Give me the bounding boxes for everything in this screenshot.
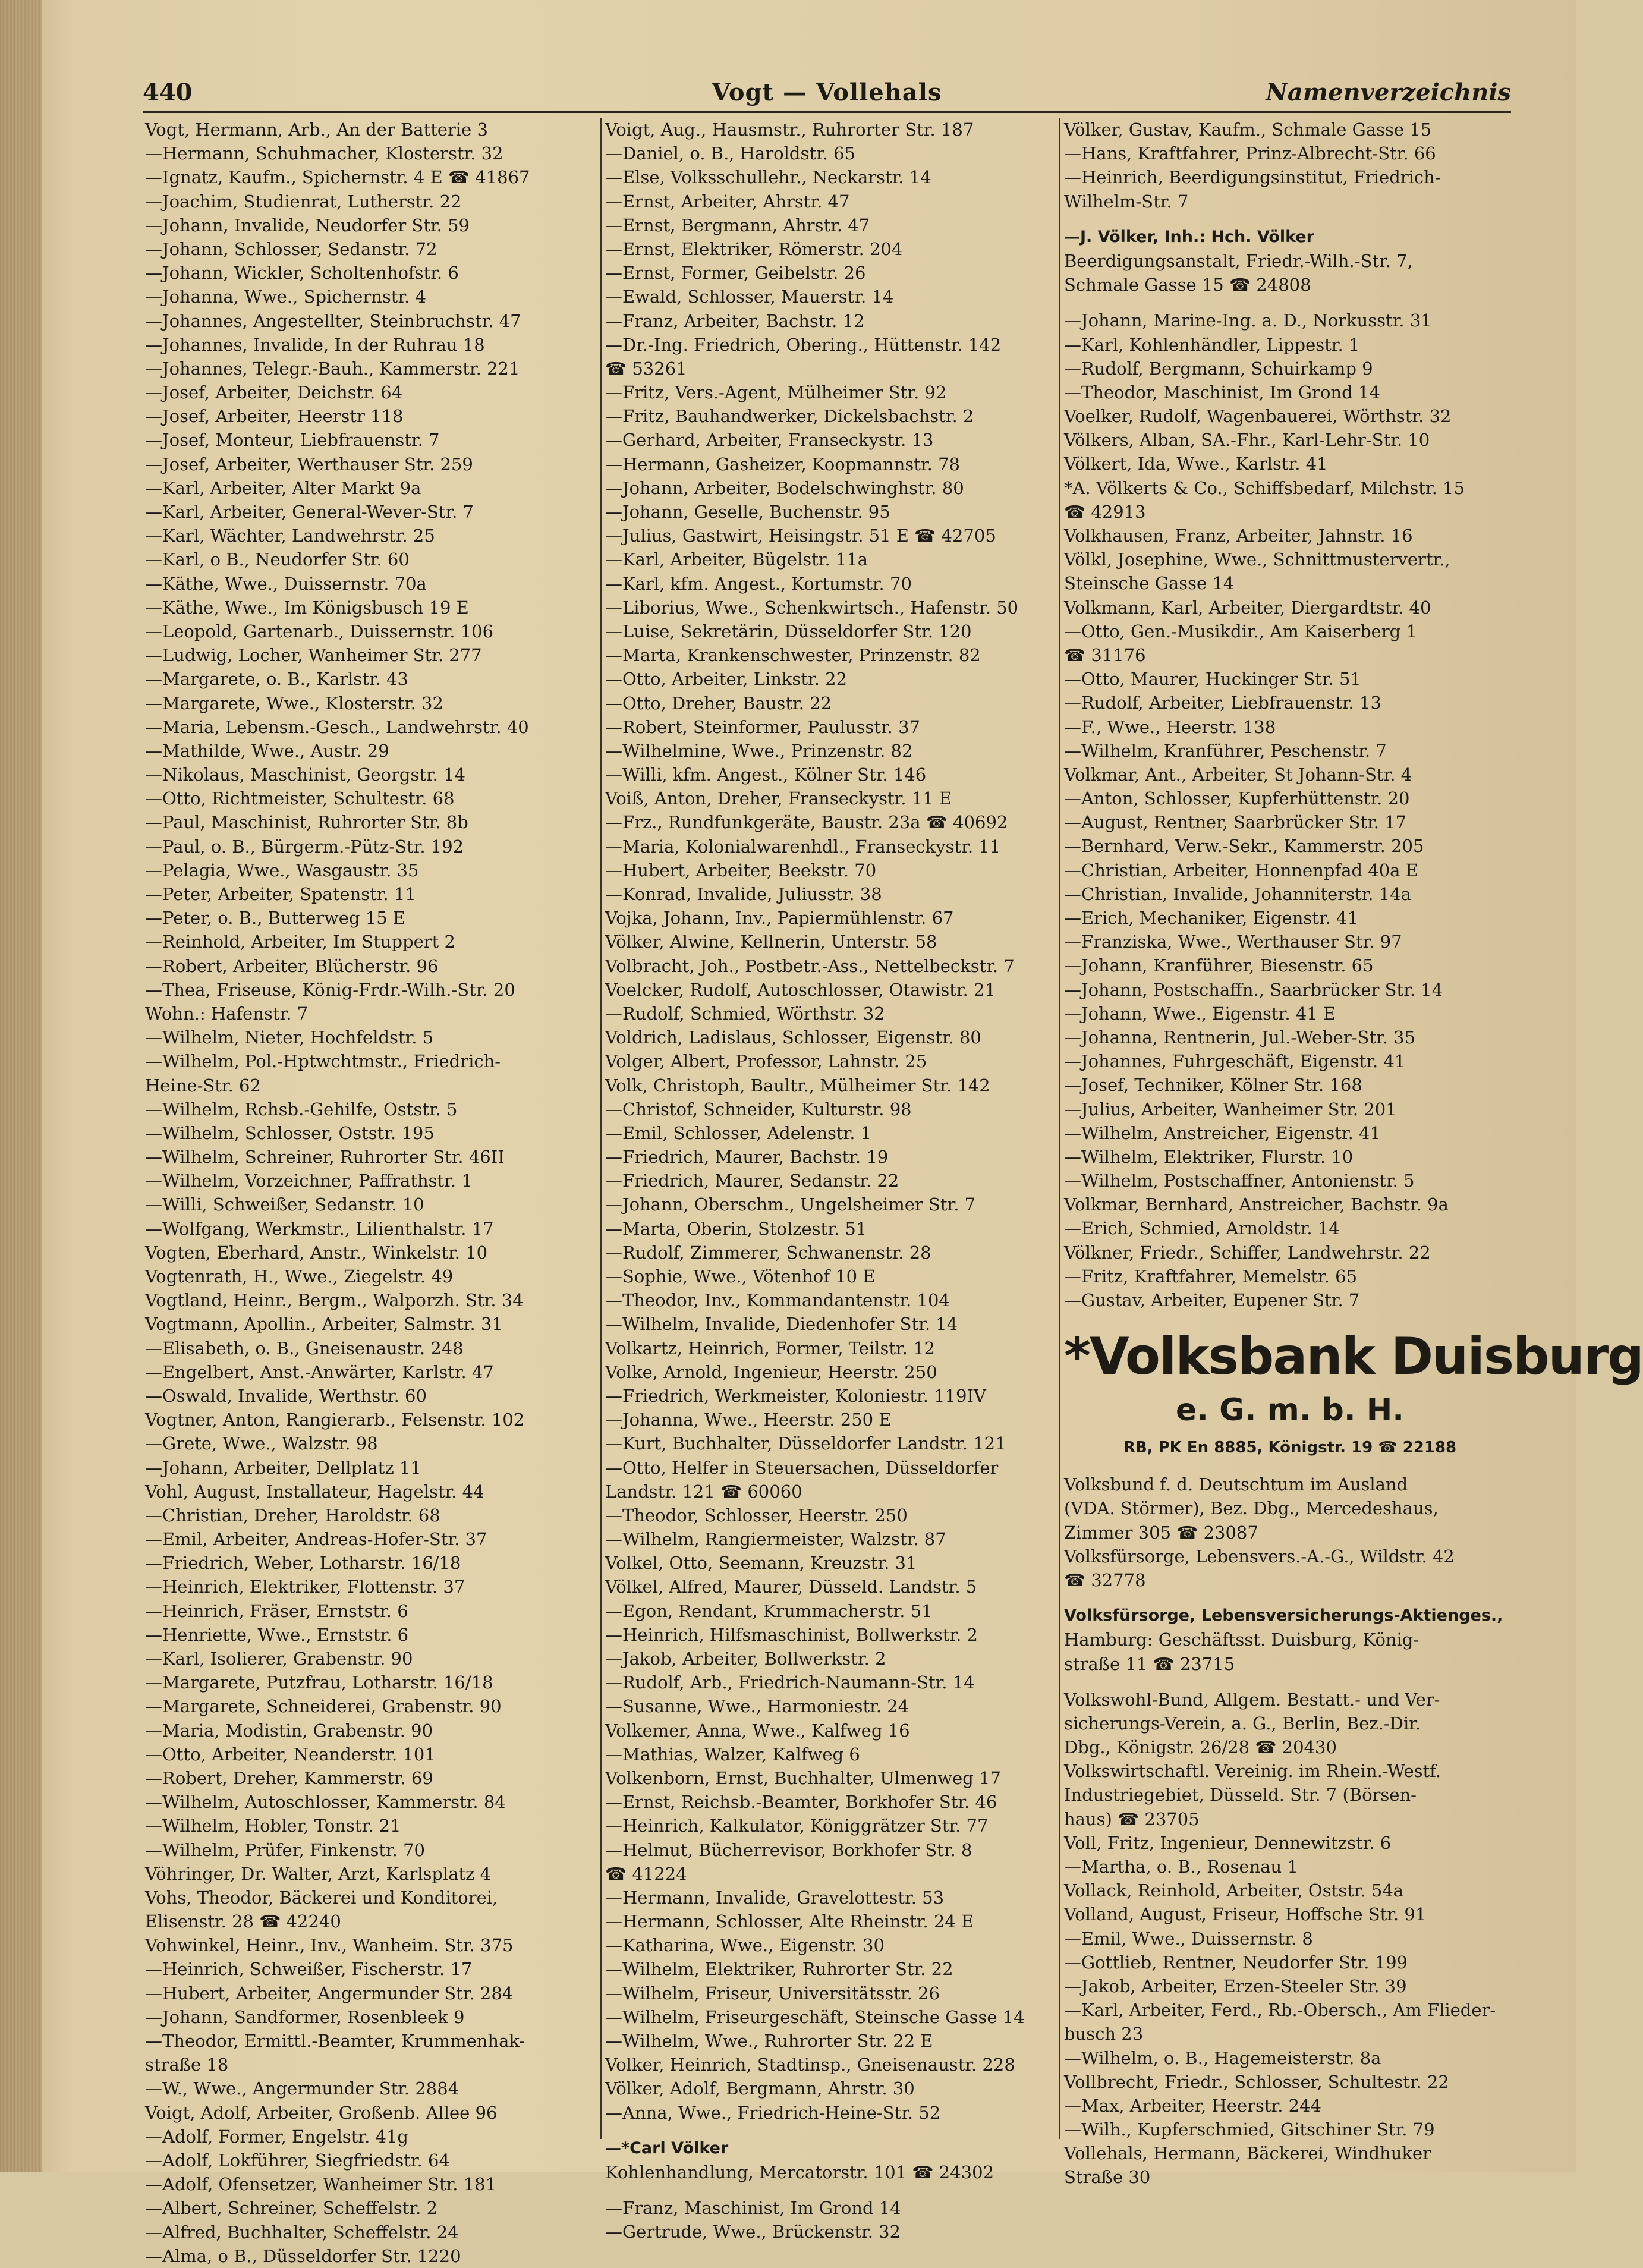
directory-entry: —Wilhelm, Postschaffner, Antonienstr. 5 xyxy=(1064,1171,1415,1191)
directory-entry: sicherungs-Verein, a. G., Berlin, Bez.-Dir. xyxy=(1064,1713,1421,1734)
directory-entry: —Wilhelm, Pol.-Hptwchtmstr., Friedrich- xyxy=(145,1051,501,1072)
directory-entry: Industriegebiet, Düsseld. Str. 7 (Börsen- xyxy=(1064,1785,1417,1805)
directory-entry: —Karl, Arbeiter, Alter Markt 9a xyxy=(145,477,421,498)
directory-entry: —Karl, Arbeiter, Ferd., Rb.-Obersch., Am Flieder- xyxy=(1064,2000,1496,2021)
directory-entry: —Otto, Maurer, Huckinger Str. 51 xyxy=(1064,669,1361,690)
directory-entry: —Otto, Richtmeister, Schultestr. 68 xyxy=(145,788,455,809)
directory-entry: —Peter, o. B., Butterweg 15 E xyxy=(145,908,406,929)
firm-entry-name: Volksfürsorge, Lebensversicherungs-Aktienges., xyxy=(1064,1606,1503,1625)
directory-entry: —Karl, Wächter, Landwehrstr. 25 xyxy=(145,526,435,546)
page-number: 440 xyxy=(143,78,193,106)
directory-entry: —Elisabeth, o. B., Gneisenaustr. 248 xyxy=(145,1338,464,1358)
directory-entry: —Daniel, o. B., Haroldstr. 65 xyxy=(605,143,856,164)
directory-entry: —Marta, Krankenschwester, Prinzenstr. 82 xyxy=(605,645,981,666)
directory-entry: —Franz, Maschinist, Im Grond 14 xyxy=(605,2198,901,2219)
directory-entry: —Wilhelm, Rangiermeister, Walzstr. 87 xyxy=(605,1529,946,1550)
directory-entry: Völker, Alwine, Kellnerin, Unterstr. 58 xyxy=(605,932,937,952)
directory-entry: —Christian, Arbeiter, Honnenpfad 40a E xyxy=(1064,860,1418,880)
directory-entry: —Nikolaus, Maschinist, Georgstr. 14 xyxy=(145,765,465,785)
directory-entry: —Wilhelm, Friseurgeschäft, Steinsche Gasse 14 xyxy=(605,2006,1025,2027)
directory-entry: —Christof, Schneider, Kulturstr. 98 xyxy=(605,1099,912,1119)
directory-entry: —Wilhelm, Prüfer, Finkenstr. 70 xyxy=(145,1839,425,1860)
directory-entry: —Katharina, Wwe., Eigenstr. 30 xyxy=(605,1935,885,1956)
directory-entry: —Margarete, Wwe., Klosterstr. 32 xyxy=(145,693,443,713)
directory-entry: —Wilhelm, Nieter, Hochfeldstr. 5 xyxy=(145,1027,434,1048)
directory-entry: —Margarete, Putzfrau, Lotharstr. 16/18 xyxy=(145,1672,493,1693)
directory-entry: —Robert, Dreher, Kammerstr. 69 xyxy=(145,1767,433,1788)
directory-entry: Heine-Str. 62 xyxy=(145,1075,261,1096)
directory-entry: —Julius, Gastwirt, Heisingstr. 51 E ☎ 42705 xyxy=(605,526,996,546)
directory-entry: Vohwinkel, Heinr., Inv., Wanheim. Str. 375 xyxy=(145,1935,514,1956)
directory-entry: Vogtenrath, H., Wwe., Ziegelstr. 49 xyxy=(145,1266,454,1286)
page-title: Vogt — Vollehals xyxy=(712,78,942,106)
directory-entry: —Kurt, Buchhalter, Düsseldorfer Landstr. 121 xyxy=(605,1433,1006,1454)
directory-entry: —Hermann, Schlosser, Alte Rheinstr. 24 E xyxy=(605,1911,974,1932)
firm-entry-detail: Hamburg: Geschäftsst. Duisburg, König- xyxy=(1064,1630,1419,1650)
directory-entry: Vojka, Johann, Inv., Papiermühlenstr. 67 xyxy=(605,908,954,929)
directory-entry: Volland, August, Friseur, Hoffsche Str. 91 xyxy=(1064,1904,1427,1925)
directory-entry: —Leopold, Gartenarb., Duissernstr. 106 xyxy=(145,621,494,641)
directory-entry: —Anton, Schlosser, Kupferhüttenstr. 20 xyxy=(1064,788,1410,809)
directory-entry: —Hermann, Gasheizer, Koopmannstr. 78 xyxy=(605,454,960,474)
directory-entry: —Josef, Techniker, Kölner Str. 168 xyxy=(1064,1075,1362,1096)
directory-entry: —Engelbert, Anst.-Anwärter, Karlstr. 47 xyxy=(145,1361,494,1382)
directory-entry: ☎ 42913 xyxy=(1064,501,1146,522)
directory-entry: —Anna, Wwe., Friedrich-Heine-Str. 52 xyxy=(605,2102,941,2123)
directory-entry: —Else, Volksschullehr., Neckarstr. 14 xyxy=(605,167,931,188)
directory-entry: —Mathilde, Wwe., Austr. 29 xyxy=(145,740,389,761)
header-rule xyxy=(143,111,1511,113)
directory-entry: —Mathias, Walzer, Kalfweg 6 xyxy=(605,1744,860,1764)
directory-entry: —Christian, Invalide, Johanniterstr. 14a xyxy=(1064,883,1411,904)
directory-entry: —Franz, Arbeiter, Bachstr. 12 xyxy=(605,310,865,331)
directory-entry: Volkswohl-Bund, Allgem. Bestatt.- und Ver- xyxy=(1064,1689,1440,1710)
directory-entry: —Johann, Kranführer, Biesenstr. 65 xyxy=(1064,955,1374,976)
directory-entry: —Wilhelm, Wwe., Ruhrorter Str. 22 E xyxy=(605,2031,933,2051)
directory-entry: —Julius, Arbeiter, Wanheimer Str. 201 xyxy=(1064,1099,1397,1119)
directory-entry: Volkhausen, Franz, Arbeiter, Jahnstr. 16 xyxy=(1064,526,1413,546)
directory-entry: Vogtland, Heinr., Bergm., Walporzh. Str. 34 xyxy=(145,1290,524,1311)
directory-entry: —W., Wwe., Angermunder Str. 2884 xyxy=(145,2078,459,2099)
section-title: Namenverzeichnis xyxy=(1266,78,1511,106)
directory-entry: —Ernst, Reichsb.-Beamter, Borkhofer Str. 46 xyxy=(605,1792,997,1813)
directory-entry: —Friedrich, Maurer, Bachstr. 19 xyxy=(605,1147,889,1168)
directory-entry: —Wilhelm, Anstreicher, Eigenstr. 41 xyxy=(1064,1122,1381,1143)
directory-entry: —Heinrich, Beerdigungsinstitut, Friedrich- xyxy=(1064,167,1441,188)
directory-entry: —Luise, Sekretärin, Düsseldorfer Str. 120 xyxy=(605,621,972,641)
directory-entry: —August, Rentner, Saarbrücker Str. 17 xyxy=(1064,812,1407,833)
directory-entry: —Hubert, Arbeiter, Angermunder Str. 284 xyxy=(145,1983,514,2003)
directory-entry: —F., Wwe., Heerstr. 138 xyxy=(1064,716,1276,737)
directory-entry: —Maria, Modistin, Grabenstr. 90 xyxy=(145,1720,433,1741)
directory-entry: —Helmut, Bücherrevisor, Borkhofer Str. 8 xyxy=(605,1839,972,1860)
directory-entry: —Johann, Arbeiter, Bodelschwinghstr. 80 xyxy=(605,477,964,498)
directory-entry: —Johann, Marine-Ing. a. D., Norkusstr. 31 xyxy=(1064,310,1432,331)
directory-entry: Voll, Fritz, Ingenieur, Dennewitzstr. 6 xyxy=(1064,1832,1392,1853)
directory-entry: —Karl, Arbeiter, Bügelstr. 11a xyxy=(605,549,868,570)
directory-entry: ☎ 41224 xyxy=(605,1863,687,1884)
directory-entry: —Johann, Oberschm., Ungelsheimer Str. 7 xyxy=(605,1194,976,1215)
directory-entry: Völkers, Alban, SA.-Fhr., Karl-Lehr-Str. 10 xyxy=(1064,430,1430,451)
directory-entry: —Erich, Mechaniker, Eigenstr. 41 xyxy=(1064,908,1358,928)
firm-entry-detail: straße 11 ☎ 23715 xyxy=(1064,1653,1235,1674)
directory-entry: —Egon, Rendant, Krummacherstr. 51 xyxy=(605,1600,933,1621)
directory-entry: straße 18 xyxy=(145,2055,229,2075)
directory-entry: —Liborius, Wwe., Schenkwirtsch., Hafenstr. 50 xyxy=(605,597,1019,618)
directory-entry: —Joachim, Studienrat, Lutherstr. 22 xyxy=(145,191,462,212)
directory-entry: —Käthe, Wwe., Im Königsbusch 19 E xyxy=(145,597,469,618)
directory-entry: Elisenstr. 28 ☎ 42240 xyxy=(145,1911,341,1932)
directory-entry: —Rudolf, Schmied, Wörthstr. 32 xyxy=(605,1003,885,1024)
directory-entry: —Karl, kfm. Angest., Kortumstr. 70 xyxy=(605,573,912,594)
directory-entry: —Rudolf, Arb., Friedrich-Naumann-Str. 14 xyxy=(605,1672,975,1693)
directory-entry: —Wilhelm, Schreiner, Ruhrorter Str. 46II xyxy=(145,1147,505,1168)
directory-entry: Volker, Heinrich, Stadtinsp., Gneisenaustr. 228 xyxy=(605,2055,1015,2075)
directory-entry: —Theodor, Inv., Kommandantenstr. 104 xyxy=(605,1290,950,1311)
directory-entry: —Johanna, Rentnerin, Jul.-Weber-Str. 35 xyxy=(1064,1027,1416,1048)
directory-entry: —Johannes, Invalide, In der Ruhrau 18 xyxy=(145,334,485,355)
directory-entry: —Frz., Rundfunkgeräte, Baustr. 23a ☎ 40692 xyxy=(605,812,1008,833)
directory-entry: —Karl, Isolierer, Grabenstr. 90 xyxy=(145,1649,413,1669)
directory-entry: —Karl, Arbeiter, General-Wever-Str. 7 xyxy=(145,502,474,522)
directory-entry: —Johanna, Wwe., Heerstr. 250 E xyxy=(605,1410,892,1430)
directory-entry: Völkl, Josephine, Wwe., Schnittmustervertr., xyxy=(1064,549,1450,570)
directory-entry: —Otto, Arbeiter, Neanderstr. 101 xyxy=(145,1744,436,1764)
directory-entry: —Karl, o B., Neudorfer Str. 60 xyxy=(145,549,410,570)
firm-entry-detail: Kohlenhandlung, Mercatorstr. 101 ☎ 24302 xyxy=(605,2162,994,2182)
directory-entry: —Friedrich, Maurer, Sedanstr. 22 xyxy=(605,1171,899,1191)
directory-entry: —Rudolf, Bergmann, Schuirkamp 9 xyxy=(1064,358,1373,379)
directory-entry: —Johann, Sandformer, Rosenbleek 9 xyxy=(145,2006,465,2027)
directory-entry: —Gerhard, Arbeiter, Franseckystr. 13 xyxy=(605,430,934,451)
directory-entry: —Rudolf, Zimmerer, Schwanenstr. 28 xyxy=(605,1242,931,1263)
directory-entry: —Wilhelm, Invalide, Diedenhofer Str. 14 xyxy=(605,1314,958,1335)
column-divider xyxy=(1059,118,1060,2139)
directory-entry: —Peter, Arbeiter, Spatenstr. 11 xyxy=(145,884,416,904)
directory-entry: Volger, Albert, Professor, Lahnstr. 25 xyxy=(605,1051,927,1072)
directory-entry: —Otto, Dreher, Baustr. 22 xyxy=(605,693,832,713)
directory-entry: —Pelagia, Wwe., Wasgaustr. 35 xyxy=(145,860,419,880)
column-divider xyxy=(600,118,602,2139)
directory-entry: —Johann, Wickler, Scholtenhofstr. 6 xyxy=(145,263,459,284)
directory-entry: —Wilhelm, Hobler, Tonstr. 21 xyxy=(145,1816,401,1836)
directory-entry: Voelcker, Rudolf, Autoschlosser, Otawistr. 21 xyxy=(605,979,996,1000)
directory-entry: —Friedrich, Weber, Lotharstr. 16/18 xyxy=(145,1553,461,1574)
directory-entry: Volkenborn, Ernst, Buchhalter, Ulmenweg 17 xyxy=(605,1767,1001,1788)
directory-entry: —Alfred, Buchhalter, Scheffelstr. 24 xyxy=(145,2222,459,2242)
directory-entry: —Gertrude, Wwe., Brückenstr. 32 xyxy=(605,2222,901,2242)
directory-entry: —Hermann, Invalide, Gravelottestr. 53 xyxy=(605,1887,945,1908)
directory-entry: —Wilhelm, Friseur, Universitätsstr. 26 xyxy=(605,1983,940,2003)
ad-legal-form: e. G. m. b. H. xyxy=(1175,1392,1405,1429)
directory-entry: (VDA. Störmer), Bez. Dbg., Mercedeshaus, xyxy=(1064,1498,1439,1519)
directory-entry: —Johanna, Wwe., Spichernstr. 4 xyxy=(145,287,427,307)
directory-entry: —Heinrich, Hilfsmaschinist, Bollwerkstr. 2 xyxy=(605,1624,978,1645)
directory-entry: Volksfürsorge, Lebensvers.-A.-G., Wildstr. 42 xyxy=(1064,1546,1455,1566)
directory-entry: haus) ☎ 23705 xyxy=(1064,1808,1200,1829)
directory-entry: Vogtner, Anton, Rangierarb., Felsenstr. 102 xyxy=(145,1410,525,1430)
directory-entry: —Franziska, Wwe., Werthauser Str. 97 xyxy=(1064,932,1402,952)
directory-entry: —Josef, Arbeiter, Heerstr 118 xyxy=(145,406,404,427)
directory-entry: —Konrad, Invalide, Juliusstr. 38 xyxy=(605,884,882,904)
directory-entry: —Marta, Oberin, Stolzestr. 51 xyxy=(605,1218,867,1239)
directory-entry: Völkner, Friedr., Schiffer, Landwehrstr. 22 xyxy=(1064,1242,1431,1263)
directory-entry: —Fritz, Vers.-Agent, Mülheimer Str. 92 xyxy=(605,382,947,403)
firm-entry-detail: Beerdigungsanstalt, Friedr.-Wilh.-Str. 7, xyxy=(1064,250,1413,271)
directory-entry: —Dr.-Ing. Friedrich, Obering., Hüttenstr. 142 xyxy=(605,334,1002,355)
directory-entry: Voiß, Anton, Dreher, Franseckystr. 11 E xyxy=(605,788,952,809)
directory-entry: —Margarete, o. B., Karlstr. 43 xyxy=(145,669,408,690)
column-1 xyxy=(145,118,597,2268)
directory-entry: Völker, Gustav, Kaufm., Schmale Gasse 15 xyxy=(1064,119,1432,140)
directory-entry: Völker, Adolf, Bergmann, Ahrstr. 30 xyxy=(605,2078,915,2099)
directory-entry: Voldrich, Ladislaus, Schlosser, Eigenstr. 80 xyxy=(605,1027,981,1048)
directory-entry: —Gustav, Arbeiter, Eupener Str. 7 xyxy=(1064,1290,1360,1310)
directory-entry: Volbracht, Joh., Postbetr.-Ass., Nettelbeckstr. 7 xyxy=(605,955,1015,976)
directory-entry: —Johann, Postschaffn., Saarbrücker Str. 14 xyxy=(1064,979,1443,1000)
directory-entry: —Oswald, Invalide, Werthstr. 60 xyxy=(145,1385,427,1406)
directory-entry: Volkartz, Heinrich, Former, Teilstr. 12 xyxy=(605,1338,935,1358)
directory-entry: Volkswirtschaftl. Vereinig. im Rhein.-Westf. xyxy=(1064,1761,1441,1782)
directory-entry: Vohl, August, Installateur, Hagelstr. 44 xyxy=(145,1481,484,1502)
directory-entry: —Christian, Dreher, Haroldstr. 68 xyxy=(145,1505,440,1525)
directory-entry: Dbg., Königstr. 26/28 ☎ 20430 xyxy=(1064,1737,1337,1758)
directory-entry: —Wilhelm, o. B., Hagemeisterstr. 8a xyxy=(1064,2047,1381,2068)
directory-entry: busch 23 xyxy=(1064,2024,1144,2044)
directory-entry: —Wilhelm, Kranführer, Peschenstr. 7 xyxy=(1064,740,1387,761)
directory-entry: —Adolf, Lokführer, Siegfriedstr. 64 xyxy=(145,2150,450,2171)
directory-entry: —Bernhard, Verw.-Sekr., Kammerstr. 205 xyxy=(1064,836,1424,857)
directory-entry: —Heinrich, Fräser, Ernststr. 6 xyxy=(145,1600,408,1621)
directory-entry: —Albert, Schreiner, Scheffelstr. 2 xyxy=(145,2198,438,2219)
directory-entry: —Josef, Monteur, Liebfrauenstr. 7 xyxy=(145,430,440,451)
directory-entry: —Emil, Schlosser, Adelenstr. 1 xyxy=(605,1122,872,1143)
directory-entry: —Johann, Wwe., Eigenstr. 41 E xyxy=(1064,1003,1336,1024)
directory-entry: —Wilhelm, Elektriker, Ruhrorter Str. 22 xyxy=(605,1959,953,1980)
directory-entry: —Paul, Maschinist, Ruhrorter Str. 8b xyxy=(145,812,468,833)
directory-entry: —Hubert, Arbeiter, Beekstr. 70 xyxy=(605,860,877,880)
directory-entry: Volkmar, Bernhard, Anstreicher, Bachstr. 9a xyxy=(1064,1194,1449,1215)
directory-entry: —Henriette, Wwe., Ernststr. 6 xyxy=(145,1624,409,1645)
directory-entry: —Otto, Helfer in Steuersachen, Düsseldorfer xyxy=(605,1457,999,1478)
directory-entry: Vöhringer, Dr. Walter, Arzt, Karlsplatz 4 xyxy=(145,1863,492,1884)
directory-entry: —Maria, Kolonialwarenhdl., Franseckystr. 11 xyxy=(605,836,1001,857)
directory-entry: —Emil, Wwe., Duissernstr. 8 xyxy=(1064,1928,1313,1949)
directory-entry: Volkmar, Ant., Arbeiter, St Johann-Str. 4 xyxy=(1064,764,1412,785)
directory-entry: —Grete, Wwe., Walzstr. 98 xyxy=(145,1433,378,1454)
directory-entry: —Heinrich, Kalkulator, Königgrätzer Str. 77 xyxy=(605,1816,989,1836)
directory-entry: —Theodor, Schlosser, Heerstr. 250 xyxy=(605,1505,908,1525)
advertisement xyxy=(1064,1324,1643,1461)
directory-entry: Wohn.: Hafenstr. 7 xyxy=(145,1003,309,1024)
directory-entry: Völkel, Alfred, Maurer, Düsseld. Landstr. 5 xyxy=(605,1577,977,1597)
directory-entry: —Wilhelm, Vorzeichner, Paffrathstr. 1 xyxy=(145,1171,473,1191)
directory-entry: Vogten, Eberhard, Anstr., Winkelstr. 10 xyxy=(145,1242,488,1263)
directory-entry: —Gottlieb, Rentner, Neudorfer Str. 199 xyxy=(1064,1952,1408,1973)
page-header xyxy=(143,78,1511,107)
directory-entry: —Hermann, Schuhmacher, Klosterstr. 32 xyxy=(145,143,503,164)
firm-entry-name: —J. Völker, Inh.: Hch. Völker xyxy=(1064,227,1314,246)
directory-entry: —Emil, Arbeiter, Andreas-Hofer-Str. 37 xyxy=(145,1529,487,1550)
directory-entry: —Fritz, Bauhandwerker, Dickelsbachstr. 2 xyxy=(605,406,974,427)
directory-entry: —Max, Arbeiter, Heerstr. 244 xyxy=(1064,2095,1321,2116)
directory-entry: —Adolf, Former, Engelstr. 41g xyxy=(145,2126,408,2147)
directory-entry: —Paul, o. B., Bürgerm.-Pütz-Str. 192 xyxy=(145,836,464,857)
firm-entry-name: —*Carl Völker xyxy=(605,2138,729,2157)
directory-entry: —Ernst, Former, Geibelstr. 26 xyxy=(605,263,866,284)
directory-entry: *A. Völkerts & Co., Schiffsbedarf, Milchstr. 15 xyxy=(1064,477,1465,498)
directory-entry: Wilhelm-Str. 7 xyxy=(1064,191,1189,212)
directory-entry: —Alma, o B., Düsseldorfer Str. 1220 xyxy=(145,2245,461,2266)
directory-entry: Volk, Christoph, Baultr., Mülheimer Str. 142 xyxy=(605,1075,990,1096)
directory-entry: —Ludwig, Locher, Wanheimer Str. 277 xyxy=(145,645,482,666)
directory-entry: Volksbund f. d. Deutschtum im Ausland xyxy=(1064,1474,1408,1495)
directory-entry: —Ewald, Schlosser, Mauerstr. 14 xyxy=(605,287,894,307)
ad-contact-info: RB, PK En 8885, Königstr. 19 ☎ 22188 xyxy=(1123,1439,1457,1457)
column-2 xyxy=(605,118,1057,2244)
directory-entry: —Johann, Geselle, Buchenstr. 95 xyxy=(605,502,890,522)
directory-entry: —Erich, Schmied, Arnoldstr. 14 xyxy=(1064,1218,1340,1239)
ad-bank-name: *Volksbank Duisburg xyxy=(1064,1327,1643,1387)
directory-entry: Voigt, Adolf, Arbeiter, Großenb. Allee 96 xyxy=(145,2102,498,2123)
directory-entry: —Fritz, Kraftfahrer, Memelstr. 65 xyxy=(1064,1266,1358,1286)
directory-entry: —Maria, Lebensm.-Gesch., Landwehrstr. 40 xyxy=(145,716,529,737)
directory-entry: —Margarete, Schneiderei, Grabenstr. 90 xyxy=(145,1696,502,1717)
directory-entry: —Wolfgang, Werkmstr., Lilienthalstr. 17 xyxy=(145,1218,494,1239)
directory-entry: —Josef, Arbeiter, Deichstr. 64 xyxy=(145,382,403,403)
directory-entry: Straße 30 xyxy=(1064,2167,1151,2188)
directory-entry: —Wilhelm, Schlosser, Oststr. 195 xyxy=(145,1122,435,1143)
directory-entry: ☎ 53261 xyxy=(605,358,687,379)
directory-entry: Vollbrecht, Friedr., Schlosser, Schultestr. 22 xyxy=(1064,2071,1449,2092)
directory-entry: —Reinhold, Arbeiter, Im Stuppert 2 xyxy=(145,932,455,952)
directory-entry: Volke, Arnold, Ingenieur, Heerstr. 250 xyxy=(605,1361,937,1382)
directory-entry: —Willi, Schweißer, Sedanstr. 10 xyxy=(145,1194,424,1215)
directory-entry: —Johannes, Angestellter, Steinbruchstr. 47 xyxy=(145,310,521,331)
directory-entry: —Friedrich, Werkmeister, Koloniestr. 119IV xyxy=(605,1385,986,1406)
directory-entry: Vogtmann, Apollin., Arbeiter, Salmstr. 31 xyxy=(145,1314,503,1335)
directory-entry: —Heinrich, Schweißer, Fischerstr. 17 xyxy=(145,1959,473,1980)
directory-entry: —Josef, Arbeiter, Werthauser Str. 259 xyxy=(145,454,473,474)
directory-entry: —Otto, Arbeiter, Linkstr. 22 xyxy=(605,669,848,690)
directory-entry: Vogt, Hermann, Arb., An der Batterie 3 xyxy=(145,119,488,140)
directory-entry: Steinsche Gasse 14 xyxy=(1064,573,1235,594)
directory-entry: —Johannes, Telegr.-Bauh., Kammerstr. 221 xyxy=(145,358,520,379)
directory-entry: —Johannes, Fuhrgeschäft, Eigenstr. 41 xyxy=(1064,1051,1406,1072)
directory-entry: —Willi, kfm. Angest., Kölner Str. 146 xyxy=(605,765,927,785)
directory-entry: Vollack, Reinhold, Arbeiter, Oststr. 54a xyxy=(1064,1880,1404,1901)
directory-entry: —Otto, Gen.-Musikdir., Am Kaiserberg 1 xyxy=(1064,621,1417,641)
directory-entry: —Hans, Kraftfahrer, Prinz-Albrecht-Str. 66 xyxy=(1064,143,1436,164)
directory-entry: ☎ 32778 xyxy=(1064,1569,1146,1590)
directory-entry: —Thea, Friseuse, König-Frdr.-Wilh.-Str. 20 xyxy=(145,979,515,1000)
directory-entry: —Käthe, Wwe., Duissernstr. 70a xyxy=(145,573,427,594)
directory-entry: —Robert, Arbeiter, Blücherstr. 96 xyxy=(145,955,439,976)
directory-entry: —Johann, Arbeiter, Dellplatz 11 xyxy=(145,1457,421,1478)
directory-entry: —Johann, Schlosser, Sedanstr. 72 xyxy=(145,238,437,259)
directory-entry: —Jakob, Arbeiter, Bollwerkstr. 2 xyxy=(605,1649,886,1669)
directory-entry: —Rudolf, Arbeiter, Liebfrauenstr. 13 xyxy=(1064,693,1381,713)
directory-entry: —Robert, Steinformer, Paulusstr. 37 xyxy=(605,716,921,737)
directory-entry: —Ernst, Elektriker, Römerstr. 204 xyxy=(605,238,903,259)
directory-entry: —Adolf, Ofensetzer, Wanheimer Str. 181 xyxy=(145,2174,497,2195)
directory-entry: Zimmer 305 ☎ 23087 xyxy=(1064,1522,1258,1543)
directory-entry: —Ernst, Bergmann, Ahrstr. 47 xyxy=(605,215,870,235)
directory-entry: Voigt, Aug., Hausmstr., Ruhrorter Str. 187 xyxy=(605,119,974,140)
column-3 xyxy=(1064,118,1643,2190)
directory-entry: —Wilhelm, Elektriker, Flurstr. 10 xyxy=(1064,1146,1354,1167)
directory-entry: —Karl, Kohlenhändler, Lippestr. 1 xyxy=(1064,334,1360,355)
directory-entry: Landstr. 121 ☎ 60060 xyxy=(605,1481,802,1502)
directory-entry: Vollehals, Hermann, Bäckerei, Windhuker xyxy=(1064,2143,1431,2164)
directory-entry: —Wilh., Kupferschmied, Gitschiner Str. 79 xyxy=(1064,2119,1435,2140)
directory-entry: —Martha, o. B., Rosenau 1 xyxy=(1064,1857,1298,1877)
firm-entry-detail: Schmale Gasse 15 ☎ 24808 xyxy=(1064,275,1311,295)
directory-entry: —Heinrich, Elektriker, Flottenstr. 37 xyxy=(145,1577,465,1597)
directory-entry: ☎ 31176 xyxy=(1064,644,1146,665)
book-gutter xyxy=(0,0,42,2172)
directory-entry: —Theodor, Ermittl.-Beamter, Krummenhak- xyxy=(145,2031,525,2051)
directory-entry: Voelker, Rudolf, Wagenbauerei, Wörthstr. 32 xyxy=(1064,406,1452,427)
directory-entry: —Wilhelmine, Wwe., Prinzenstr. 82 xyxy=(605,740,913,761)
directory-entry: —Ernst, Arbeiter, Ahrstr. 47 xyxy=(605,191,850,212)
directory-entry: Völkert, Ida, Wwe., Karlstr. 41 xyxy=(1064,454,1328,474)
directory-entry: —Johann, Invalide, Neudorfer Str. 59 xyxy=(145,215,470,235)
directory-entry: —Susanne, Wwe., Harmoniestr. 24 xyxy=(605,1696,909,1717)
directory-entry: Volkemer, Anna, Wwe., Kalfweg 16 xyxy=(605,1720,910,1741)
directory-entry: Vohs, Theodor, Bäckerei und Konditorei, xyxy=(145,1887,498,1908)
directory-entry: Volkel, Otto, Seemann, Kreuzstr. 31 xyxy=(605,1553,917,1574)
directory-entry: —Sophie, Wwe., Vötenhof 10 E xyxy=(605,1266,876,1286)
directory-entry: —Wilhelm, Autoschlosser, Kammerstr. 84 xyxy=(145,1792,506,1813)
directory-entry: —Wilhelm, Rchsb.-Gehilfe, Oststr. 5 xyxy=(145,1099,458,1119)
directory-entry: Volkmann, Karl, Arbeiter, Diergardtstr. 40 xyxy=(1064,597,1431,618)
directory-entry: —Ignatz, Kaufm., Spichernstr. 4 E ☎ 41867 xyxy=(145,167,530,188)
directory-entry: —Theodor, Maschinist, Im Grond 14 xyxy=(1064,382,1380,402)
directory-entry: —Jakob, Arbeiter, Erzen-Steeler Str. 39 xyxy=(1064,1976,1407,1996)
